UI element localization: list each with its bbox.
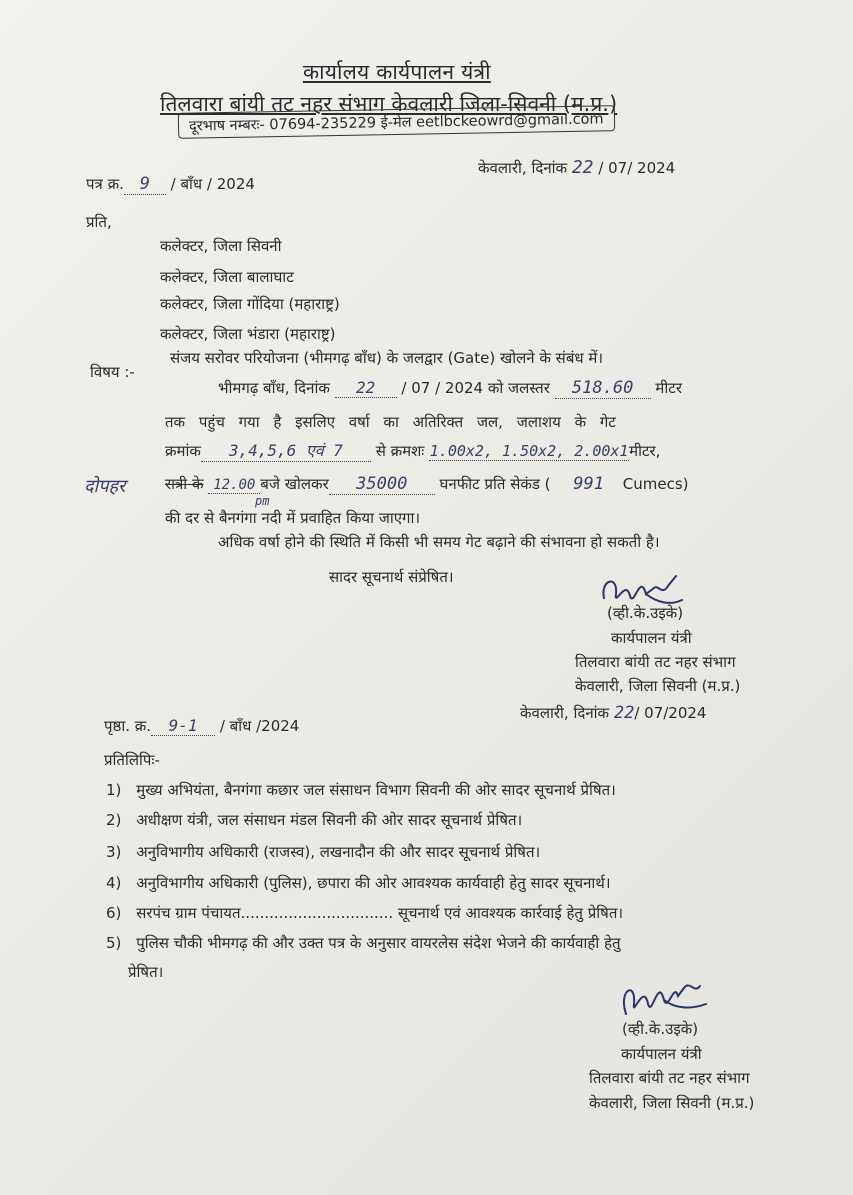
signature-2 [612, 968, 712, 1026]
body-line-1 [218, 378, 682, 399]
copy-item-text: अनुविभागीय अधिकारी (राजस्व), लखनादौन की और सादर सूचनार्थ प्रेषित। [136, 843, 541, 861]
ref-suffix: / बाँध / 2024 [170, 175, 255, 193]
ref-handwritten: 9 [124, 174, 166, 195]
sig1-office: तिलवारा बांयी तट नहर संभाग [575, 653, 736, 671]
body-l3-b: से क्रमशः [375, 442, 425, 460]
daytime-hw: दोपहर [84, 476, 126, 497]
copy-item-num: 2) [106, 811, 122, 829]
letter-place-date [478, 157, 675, 178]
copy-label: प्रतिलिपिः- [104, 751, 160, 769]
body-line-6: अधिक वर्षा होने की स्थिति में किसी भी समय गेट बढ़ाने की संभावना हो सकती है। [218, 533, 660, 551]
copy-item-5 [106, 933, 621, 953]
gate-openings-hw: 1.00x2, 1.50x2, 2.00x1 [429, 442, 629, 460]
office-title: कार्यालय कार्यपालन यंत्री [303, 60, 491, 84]
discharge-cumecs-hw: 991 [573, 474, 605, 494]
body-line-4 [165, 474, 689, 495]
copy-item-text: अधीक्षण यंत्री, जल संसाधन मंडल सिवनी की ओर सादर सूचनार्थ प्रेषित। [136, 811, 523, 829]
recipient-2: कलेक्टर, जिला बालाघाट [160, 268, 294, 286]
body-l1-b: / 07 / 2024 को जलस्तर [401, 379, 550, 397]
place-date-label: केवलारी, दिनांक [478, 159, 568, 177]
sig1-designation: कार्यपालन यंत्री [611, 629, 692, 647]
copy-date-hw: 22 [613, 703, 635, 723]
copy-ref-hw: 9-1 [151, 716, 215, 736]
copy-place-date [520, 703, 706, 723]
body-l4-a: रात्री के [165, 475, 204, 493]
copy-item-4 [106, 873, 611, 893]
sig1-name: (व्ही.के.उइके) [607, 604, 684, 622]
body-line-7: सादर सूचनार्थ संप्रेषित। [329, 568, 454, 586]
copy-item-2 [106, 810, 522, 830]
body-l4-c: घनफीट प्रति सेकंड ( [439, 475, 551, 493]
copy-ref [104, 716, 299, 736]
date-handwritten: 22 [571, 157, 594, 178]
copy-item-1 [106, 780, 616, 800]
sig2-place: केवलारी, जिला सिवनी (म.प्र.) [589, 1094, 755, 1112]
water-level-hw: 518.60 [555, 378, 651, 399]
body-l1-c: मीटर [655, 379, 682, 397]
copy-item-num: 6) [106, 904, 122, 922]
copy-ref-suffix: / बाँध /2024 [219, 717, 300, 735]
recipient-3: कलेक्टर, जिला गोंदिया (महाराष्ट्र) [160, 295, 340, 313]
copy-date-rest: / 07/2024 [634, 704, 707, 722]
copy-ref-prefix: पृष्ठा. क्र. [104, 717, 152, 735]
copy-item-3 [106, 842, 540, 862]
body-date-hw: 22 [335, 378, 397, 398]
body-l4-d: Cumecs) [622, 475, 689, 493]
body-l3-c: मीटर, [629, 442, 661, 460]
sig2-designation: कार्यपालन यंत्री [621, 1045, 702, 1063]
body-line-2: तक पहुंच गया है इसलिए वर्षा का अतिरिक्त जल, जलाशय के गेट [165, 413, 616, 431]
copy-item-text: पुलिस चौकी भीमगढ़ की और उक्त पत्र के अनुसार वायरलेस संदेश भेजने की कार्यवाही हेतु [136, 934, 621, 952]
copy-item-5-cont: प्रेषित। [128, 963, 164, 981]
sig1-place: केवलारी, जिला सिवनी (म.प्र.) [575, 677, 741, 695]
copy-item-num: 4) [106, 874, 122, 892]
copy-item-num: 3) [106, 843, 122, 861]
body-l1-a: भीमगढ़ बाँध, दिनांक [218, 379, 330, 397]
subject-label: विषय :- [90, 363, 135, 381]
recipient-4: कलेक्टर, जिला भंडारा (महाराष्ट्र) [160, 325, 336, 343]
copy-item-num: 5) [106, 934, 122, 952]
sig2-name: (व्ही.के.उइके) [622, 1020, 699, 1038]
gate-numbers-hw: 3,4,5,6 एवं 7 [201, 439, 371, 462]
copy-item-6 [106, 903, 623, 923]
contact-box: दूरभाष नम्बरः- 07694-235229 ई-मेल eetlbckeowrd@gmail.com [178, 105, 615, 139]
time-hw: 12.00 [208, 477, 260, 494]
copy-place-date-label: केवलारी, दिनांक [520, 704, 610, 722]
copy-item-text: मुख्य अभियंता, बैनगंगा कछार जल संसाधन विभाग सिवनी की ओर सादर सूचनार्थ प्रेषित। [136, 781, 616, 799]
body-line-5: की दर से बैनगंगा नदी में प्रवाहित किया जाएगा। [165, 509, 421, 527]
copy-item-text: सरपंच ग्राम पंचायत................................ सूचनार्थ एवं आवश्यक कार्रवाई हेतु प्रेषित। [136, 904, 624, 922]
copy-item-text: अनुविभागीय अधिकारी (पुलिस), छपारा की ओर आवश्यक कार्यवाही हेतु सादर सूचनार्थ। [136, 874, 611, 892]
body-line-3 [165, 439, 660, 462]
letter-ref [86, 174, 255, 195]
to-label: प्रति, [86, 213, 112, 231]
body-l4-b: बजे खोलकर [260, 475, 329, 493]
copy-item-num: 1) [106, 781, 122, 799]
date-rest: / 07/ 2024 [598, 159, 676, 177]
discharge-cfs-hw: 35000 [329, 474, 435, 495]
pm-hw: pm [255, 494, 270, 508]
body-l3-a: क्रमांक [165, 442, 201, 460]
sig2-office: तिलवारा बांयी तट नहर संभाग [589, 1069, 750, 1087]
recipient-1: कलेक्टर, जिला सिवनी [160, 237, 282, 255]
subject-text: संजय सरोवर परियोजना (भीमगढ़ बाँध) के जलद्वार (Gate) खोलने के संबंध में। [170, 349, 604, 367]
division-title: तिलवारा बांयी तट नहर संभाग केवलारी जिला-सिवनी (म.प्र.) [160, 92, 618, 116]
ref-prefix: पत्र क्र. [86, 175, 124, 193]
